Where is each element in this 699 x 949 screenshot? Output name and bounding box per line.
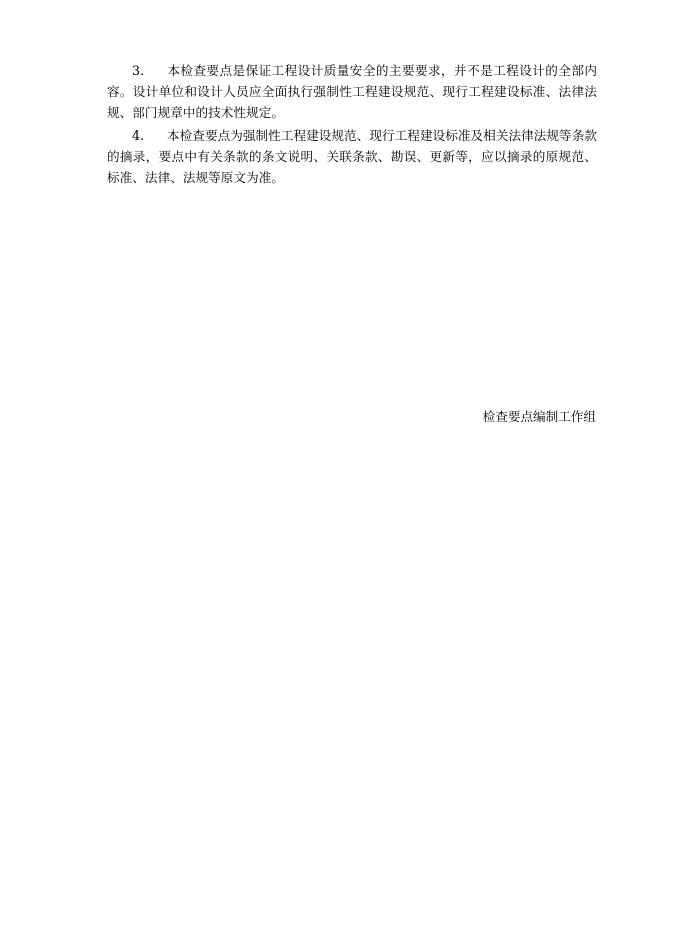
signature: 检查要点编制工作组 bbox=[482, 409, 596, 424]
paragraph-number: 4. bbox=[132, 128, 145, 143]
document-body bbox=[107, 60, 597, 190]
paragraph-4 bbox=[107, 125, 597, 188]
paragraph-number: 3. bbox=[132, 63, 145, 78]
paragraph-3 bbox=[107, 60, 597, 123]
paragraph-text: 本检查要点是保证工程设计质量安全的主要要求，并不是工程设计的全部内容。设计单位和设计人员应全面执行强制性工程建设规范、现行工程建设标准、法律法规、部门规章中的技术性规定。 bbox=[107, 63, 597, 120]
paragraph-text: 本检查要点为强制性工程建设规范、现行工程建设标准及相关法律法规等条款的摘录，要点中有关条款的条文说明、关联条款、勘误、更新等，应以摘录的原规范、标准、法律、法规等原文为准。 bbox=[107, 128, 597, 185]
